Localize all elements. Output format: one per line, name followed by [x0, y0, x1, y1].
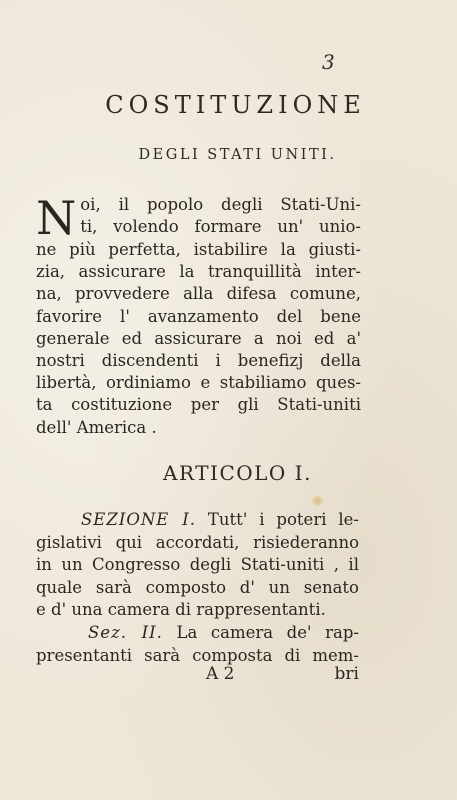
preamble-line: ta costituzione per gli Stati-uniti — [36, 395, 361, 415]
preamble-line: generale ed assicurare a noi ed a' — [36, 328, 361, 348]
section-text — [36, 509, 359, 667]
section-1-line: quale sarà composto d' un senato — [36, 577, 359, 597]
article-heading: ARTICOLO I. — [163, 461, 312, 485]
section-1-line: e d' una camera di rappresentanti. — [36, 600, 326, 620]
catchword: bri — [334, 664, 359, 684]
preamble-line: dell' America . — [36, 417, 157, 437]
section-1-first-line — [36, 509, 359, 532]
preamble-paragraph — [36, 191, 361, 439]
preamble-line: libertà, ordiniamo e stabiliamo ques- — [36, 373, 361, 393]
section-2-first-line-text: La camera de' rap- — [176, 622, 359, 642]
section-1-line: gislativi qui accordati, risiederanno — [36, 532, 359, 552]
section-2-first-line — [36, 622, 359, 645]
preamble-line: na, provvedere alla difesa comune, — [36, 284, 361, 304]
section-2-line: presentanti sarà composta di mem- — [36, 645, 359, 665]
page-title: COSTITUZIONE — [105, 91, 366, 119]
preamble-line: nostri discendenti i benefizj della — [36, 350, 361, 370]
paper-stain — [312, 496, 323, 506]
preamble-line: zia, assicurare la tranquillità inter- — [36, 262, 361, 282]
section-1-label: SEZIONE I. — [81, 510, 197, 529]
section-2-label: Sez. II. — [88, 622, 163, 642]
drop-cap: N — [36, 191, 77, 245]
page-subtitle: DEGLI STATI UNITI. — [138, 147, 337, 163]
section-1-first-line-text: Tutt' i poteri le- — [207, 510, 359, 529]
page-number: 3 — [322, 50, 335, 74]
section-1-line: in un Congresso degli Stati-uniti , il — [36, 555, 359, 575]
preamble-line: favorire l' avanzamento del bene — [36, 306, 361, 326]
preamble-line: ti, volendo formare un' unio- — [80, 217, 361, 237]
preamble-line: oi, il popolo degli Stati-Uni- — [80, 195, 361, 214]
signature-mark: A 2 — [206, 664, 235, 684]
preamble-line: ne più perfetta, istabilire la giusti- — [36, 240, 361, 259]
